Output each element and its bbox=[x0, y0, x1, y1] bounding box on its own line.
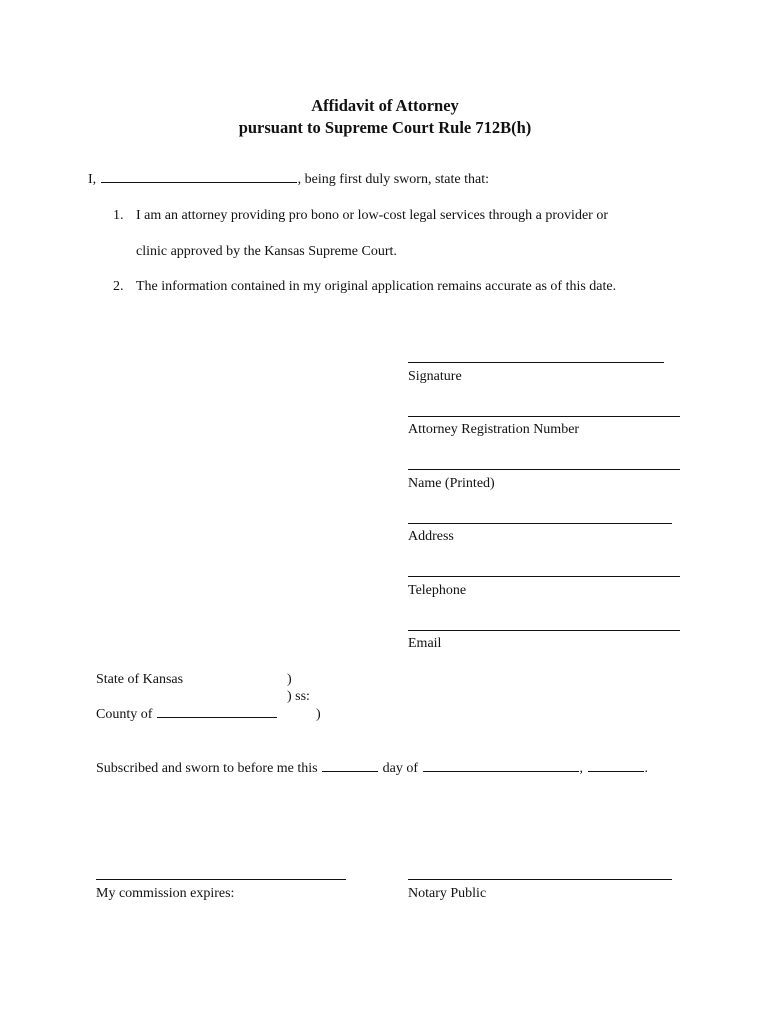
document-title: Affidavit of Attorney bbox=[311, 96, 459, 115]
signature-line[interactable] bbox=[408, 362, 664, 363]
signature-label: Signature bbox=[408, 369, 462, 384]
venue-ss: ) ss: bbox=[287, 689, 310, 704]
venue-paren-1: ) bbox=[287, 672, 292, 687]
jurat-text-1: Subscribed and sworn to before me this bbox=[96, 761, 318, 776]
jurat-month-blank[interactable] bbox=[423, 770, 579, 772]
commission-line[interactable] bbox=[96, 879, 346, 880]
jurat-text-2: day of bbox=[382, 761, 419, 776]
intro-line bbox=[88, 172, 489, 188]
intro-prefix: I, bbox=[88, 172, 97, 187]
notary-line[interactable] bbox=[408, 879, 672, 880]
telephone-line[interactable] bbox=[408, 576, 680, 577]
statement-1-number: 1. bbox=[113, 208, 124, 223]
venue-paren-3: ) bbox=[316, 707, 321, 722]
venue-state: State of Kansas bbox=[96, 672, 184, 687]
jurat-line bbox=[96, 761, 648, 777]
address-label: Address bbox=[408, 529, 454, 544]
venue-county-label: County of bbox=[96, 707, 153, 722]
email-line[interactable] bbox=[408, 630, 680, 631]
registration-number-label: Attorney Registration Number bbox=[408, 422, 580, 437]
affiant-name-blank[interactable] bbox=[101, 181, 297, 183]
printed-name-label: Name (Printed) bbox=[408, 476, 495, 491]
printed-name-line[interactable] bbox=[408, 469, 680, 470]
jurat-period: . bbox=[644, 761, 649, 776]
statement-2-number: 2. bbox=[113, 279, 124, 294]
statement-1-line2: clinic approved by the Kansas Supreme Court. bbox=[136, 244, 397, 259]
notary-label: Notary Public bbox=[408, 886, 487, 901]
statement-2-line1: The information contained in my original application remains accurate as of this date. bbox=[136, 279, 617, 294]
jurat-day-blank[interactable] bbox=[322, 770, 378, 772]
county-blank[interactable] bbox=[157, 716, 277, 718]
intro-suffix: , being first duly sworn, state that: bbox=[297, 172, 489, 187]
registration-number-line[interactable] bbox=[408, 416, 680, 417]
jurat-comma: , bbox=[579, 761, 584, 776]
telephone-label: Telephone bbox=[408, 583, 467, 598]
statement-1-line1: I am an attorney providing pro bono or low-cost legal services through a provider or bbox=[136, 208, 608, 223]
venue-county bbox=[96, 707, 278, 723]
document-subtitle: pursuant to Supreme Court Rule 712B(h) bbox=[238, 118, 532, 137]
jurat-year-blank[interactable] bbox=[588, 770, 644, 772]
email-label: Email bbox=[408, 636, 442, 651]
commission-label: My commission expires: bbox=[96, 886, 235, 901]
address-line[interactable] bbox=[408, 523, 672, 524]
